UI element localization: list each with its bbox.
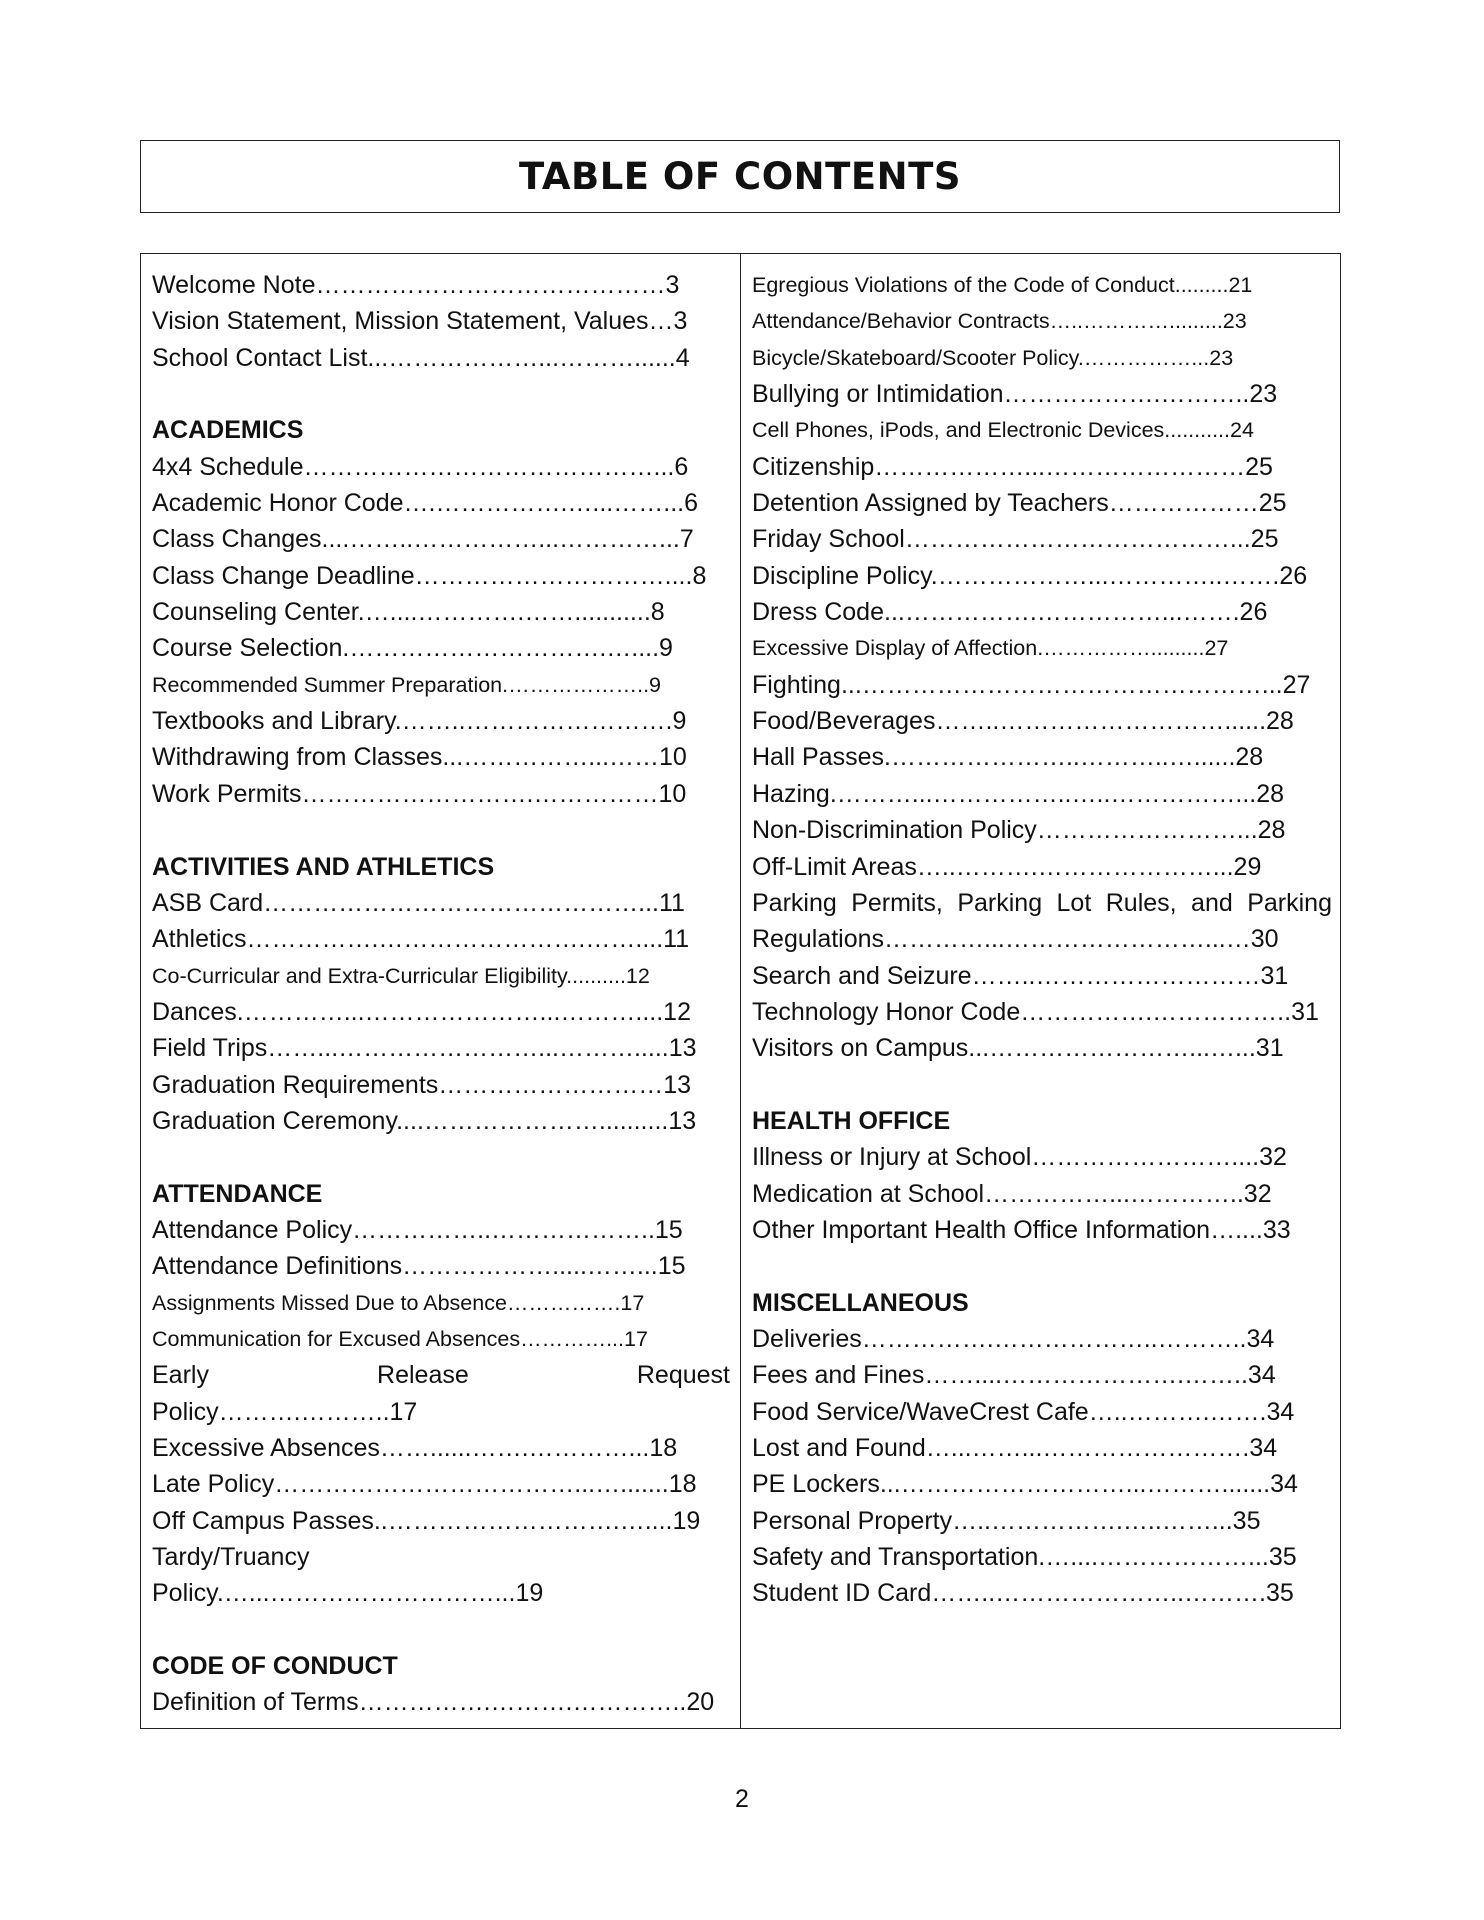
- toc-entry: Textbooks and Library.……..…………………….9: [152, 707, 687, 736]
- toc-entry: Attendance/Behavior Contracts…..………….........23: [752, 309, 1247, 334]
- toc-entry: Technology Honor Code…………….……………..31: [752, 997, 1319, 1026]
- section-heading: ATTENDANCE: [152, 1179, 323, 1208]
- toc-right-column: [752, 267, 1332, 1612]
- toc-entry: Visitors on Campus...……………………...…...31: [752, 1034, 1284, 1063]
- toc-entry: Academic Honor Code….…………….…...……...6: [152, 489, 698, 518]
- blank-line: [152, 376, 730, 412]
- toc-entry: Safety and Transportation.…....………………...35: [752, 1543, 1297, 1572]
- toc-entry-word: Parking: [957, 888, 1043, 917]
- toc-entry: Bicycle/Skateboard/Scooter Policy.……………...23: [752, 345, 1234, 370]
- section-heading: ACADEMICS: [152, 416, 304, 445]
- toc-entry: Tardy/Truancy: [152, 1543, 310, 1572]
- toc-entry: Search and Seizure……..………………………31: [752, 961, 1289, 990]
- blank-line: [152, 812, 730, 848]
- toc-entry: 4x4 Schedule……………………………………...6: [152, 452, 689, 481]
- toc-entry: Excessive Absences……......…….…………...18: [152, 1434, 678, 1462]
- toc-entry: Cell Phones, iPods, and Electronic Devices...........24: [752, 418, 1254, 443]
- toc-entry: Late Policy………………………………...….......18: [152, 1470, 697, 1499]
- toc-table: [140, 253, 1341, 1729]
- toc-entry: Athletics…………….…………………….……....11: [152, 925, 690, 954]
- toc-entry-word: Rules,: [1105, 888, 1177, 917]
- toc-entry: Attendance Policy……………..………………..15: [152, 1215, 683, 1244]
- section-heading: HEALTH OFFICE: [752, 1106, 951, 1135]
- toc-entry: Excessive Display of Affection.…………….........27: [752, 636, 1229, 661]
- toc-left-column: [152, 267, 730, 1721]
- toc-entry: School Contact List...………………...………......4: [152, 343, 690, 372]
- toc-entry: Fees and Fines……....………………….……..34: [752, 1361, 1276, 1390]
- toc-entry: Friday School…………………………………...25: [752, 525, 1279, 554]
- toc-entry: Policy……….………..17: [152, 1397, 418, 1426]
- toc-entry-word: Request: [636, 1361, 730, 1390]
- toc-entry: Food/Beverages……..………………………......28: [752, 707, 1294, 736]
- toc-entry-word: and: [1191, 888, 1233, 917]
- toc-entry-word: Lot: [1056, 888, 1092, 917]
- toc-entry-word: Parking: [1247, 888, 1332, 917]
- toc-entry: Graduation Ceremony....…………………..........13: [152, 1106, 697, 1135]
- toc-entry: Other Important Health Office Information…....33: [752, 1215, 1291, 1244]
- toc-entry: Bullying or Intimidation……………….………..23: [752, 380, 1278, 409]
- toc-entry: Counseling Center.…....………….……...........8: [152, 598, 665, 627]
- toc-entry: Food Service/WaveCrest Cafe…..……….…….34: [752, 1397, 1295, 1426]
- toc-entry: Discipline Policy.………………...…………..…….26: [752, 561, 1308, 590]
- toc-entry-wrapped: [152, 1357, 730, 1393]
- toc-entry: Hall Passes.…………………..………..…......28: [752, 743, 1264, 772]
- toc-entry-word: Release: [377, 1361, 469, 1390]
- toc-entry: Course Selection.………………………….…....9: [152, 634, 673, 663]
- toc-entry: Non-Discrimination Policy……………………...28: [752, 816, 1286, 845]
- toc-entry-word: Parking: [752, 888, 837, 917]
- toc-entry: Class Change Deadline…………………………....8: [152, 561, 707, 590]
- toc-entry-wrapped: [752, 885, 1332, 921]
- blank-line: [152, 1139, 730, 1175]
- toc-entry: Medication at School……………...…………..32: [752, 1179, 1272, 1208]
- toc-entry: Graduation Requirements………………………13: [152, 1070, 692, 1099]
- toc-entry: ASB Card………………………………………...11: [152, 888, 685, 917]
- toc-entry-word: Permits,: [851, 888, 943, 917]
- toc-entry: Definition of Terms…………….……….…………..20: [152, 1688, 715, 1717]
- toc-entry: Vision Statement, Mission Statement, Values…3: [152, 307, 688, 336]
- toc-entry: Assignments Missed Due to Absence…………….17: [152, 1290, 645, 1315]
- toc-entry: Lost and Found…...……...…………………….34: [752, 1434, 1278, 1462]
- section-heading: CODE OF CONDUCT: [152, 1652, 398, 1681]
- toc-entry: Recommended Summer Preparation.………………..9: [152, 672, 662, 697]
- section-heading: MISCELLANEOUS: [752, 1288, 969, 1317]
- title-box: [140, 140, 1340, 213]
- column-divider: [740, 254, 741, 1728]
- blank-line: [152, 1612, 730, 1648]
- toc-entry: Citizenship………………...……………………25: [752, 452, 1273, 481]
- toc-entry: Class Changes....……..……………...…………...7: [152, 525, 694, 554]
- blank-line: [752, 1067, 1332, 1103]
- toc-entry: Dress Code...…………….……………...…….26: [752, 598, 1268, 627]
- page-number: 2: [735, 1785, 749, 1813]
- toc-entry-word: Early: [152, 1361, 209, 1390]
- toc-entry: Off Campus Passes..……………………….…....19: [152, 1506, 701, 1535]
- toc-entry: Off-Limit Areas…..……….…………………...29: [752, 852, 1262, 881]
- section-heading: ACTIVITIES AND ATHLETICS: [152, 852, 495, 881]
- toc-entry: Egregious Violations of the Code of Conduct.........21: [752, 273, 1253, 297]
- toc-entry: Regulations…………...……………………...…30: [752, 925, 1279, 954]
- toc-entry: Attendance Definitions……………….....……...15: [152, 1252, 686, 1281]
- toc-entry: Fighting...…………………………………………...27: [752, 670, 1311, 699]
- toc-entry: Withdrawing from Classes...……………...……10: [152, 743, 687, 772]
- toc-entry: Field Trips……...……………………...……….....13: [152, 1034, 697, 1063]
- toc-entry: Co-Curricular and Extra-Curricular Eligibility..........12: [152, 963, 650, 988]
- toc-entry: Dances.…………...…………………...………....12: [152, 997, 691, 1026]
- toc-entry: Communication for Excused Absences…………...17: [152, 1326, 648, 1351]
- toc-entry: Welcome Note……………………………………3: [152, 271, 680, 299]
- page-title: TABLE OF CONTENTS: [519, 155, 961, 198]
- toc-entry: Personal Property…..…………….…..……...35: [752, 1506, 1261, 1535]
- toc-entry: Detention Assigned by Teachers………………25: [752, 489, 1287, 518]
- toc-entry: Student ID Card……..…………………..……….35: [752, 1579, 1294, 1608]
- toc-entry: Policy.…...………………………...19: [152, 1579, 544, 1608]
- toc-entry: Deliveries…………….………………..………..34: [752, 1324, 1275, 1353]
- blank-line: [752, 1248, 1332, 1284]
- toc-entry: Work Permits……………………….……………10: [152, 779, 687, 808]
- toc-entry: PE Lockers...………………………...……….......34: [752, 1470, 1298, 1499]
- toc-entry: Hazing.………...……………..…..……………...28: [752, 779, 1285, 808]
- toc-entry: Illness or Injury at School……………………....32: [752, 1143, 1287, 1172]
